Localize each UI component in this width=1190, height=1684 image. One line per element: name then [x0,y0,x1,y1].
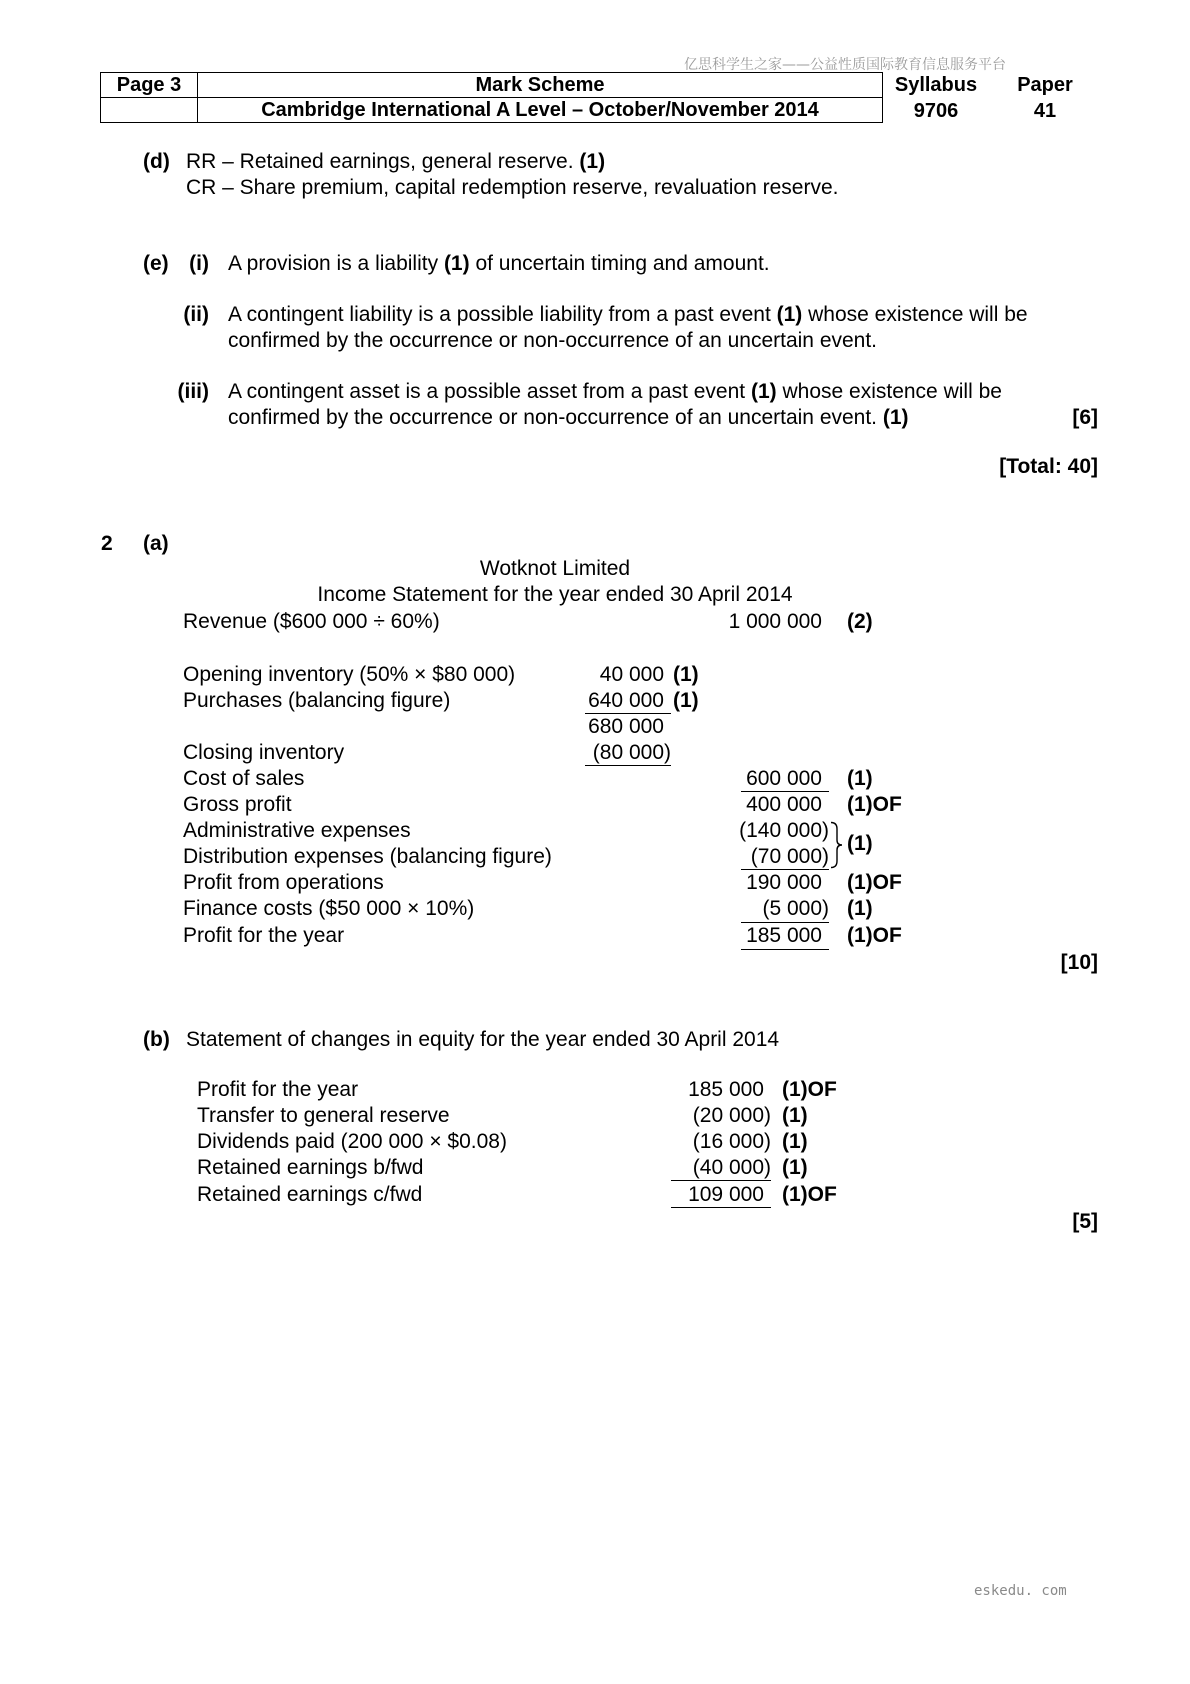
row-amount: (140 000) [739,819,829,842]
row-mark: (1)OF [782,1183,837,1206]
e-i-mark: (1) [443,252,470,275]
row-label: Profit from operations [183,871,384,894]
subtotal-rule [671,1180,771,1181]
row-amount: 600 000 [746,767,822,790]
row-amount: 185 000 [688,1078,764,1101]
row-mark: (1)OF [847,924,902,947]
row-working: 680 000 [588,715,664,738]
row-label: Finance costs ($50 000 × 10%) [183,897,475,920]
header-table [100,72,883,123]
row-label: Profit for the year [197,1078,359,1101]
row-label: Administrative expenses [183,819,411,842]
paper-label: Paper [1017,74,1073,96]
row-label: Revenue ($600 000 ÷ 60%) [183,610,440,633]
row-mark: (1) [782,1156,808,1179]
row-label: Profit for the year [183,924,345,947]
part-2a-total-marks: [10] [1060,951,1098,974]
row-working: 640 000 [588,689,664,712]
row-amount: (40 000) [692,1156,771,1179]
part-e-label: (e) [143,252,169,275]
row-label: Distribution expenses (balancing figure) [183,845,552,868]
part-e-ii-label: (ii) [183,303,209,326]
subtotal-rule [585,765,671,766]
part-d-rr-line [186,149,605,175]
row-label: Cost of sales [183,767,305,790]
row-amount: (70 000) [750,845,829,868]
part-d-label: (d) [143,150,170,173]
row-working-mark: (1) [673,663,699,686]
question-2-number: 2 [101,532,113,555]
row-mark: (1) [847,767,873,790]
e-iii-line2-mark: (1) [882,406,909,429]
row-amount: 190 000 [746,871,822,894]
page-number: Page 3 [101,73,198,98]
e-iii-text-a: A contingent asset is a possible asset from a past event [228,380,746,403]
part-e-iii-line2 [228,405,909,431]
row-label: Retained earnings b/fwd [197,1156,424,1179]
paper-value: 41 [1033,100,1057,122]
row-mark: (1) [847,897,873,920]
e-iii-text-b: whose existence will be [782,380,1002,403]
row-label: Closing inventory [183,741,345,764]
header-subtitle: Cambridge International A Level – October/November 2014 [198,98,883,123]
row-mark: (2) [847,610,873,633]
part-e-total-marks: [6] [1072,406,1098,429]
e-ii-mark: (1) [776,303,803,326]
company-name: Wotknot Limited [479,557,631,580]
row-label: Retained earnings c/fwd [197,1183,423,1206]
part-e-ii-line2: confirmed by the occurrence or non-occurrence of an uncertain event. [228,329,878,352]
question-1-total: [Total: 40] [999,455,1098,478]
part-d-cr-line: CR – Share premium, capital redemption reserve, revaluation reserve. [186,176,839,199]
watermark-bottom: eskedu. com [974,1583,1067,1599]
row-label: Purchases (balancing figure) [183,689,451,712]
part-e-i-text [228,251,770,277]
row-amount: (16 000) [692,1130,771,1153]
row-mark: (1)OF [847,871,902,894]
part-e-i-label: (i) [189,252,209,275]
row-working: (80 000) [592,741,671,764]
e-iii-mark: (1) [750,380,777,403]
row-amount: (5 000) [762,897,829,920]
header-empty-cell [101,98,198,123]
e-ii-text-b: whose existence will be [808,303,1028,326]
row-amount: 109 000 [688,1183,764,1206]
e-i-text-b: of uncertain timing and amount. [475,252,770,275]
row-mark: (1)OF [847,793,902,816]
row-label: Gross profit [183,793,292,816]
rr-text: RR – Retained earnings, general reserve. [186,150,574,173]
syllabus-value: 9706 [913,100,959,122]
part-2b-label: (b) [143,1028,170,1051]
equity-statement-title: Statement of changes in equity for the year ended 30 April 2014 [186,1028,780,1051]
rr-mark: (1) [579,150,606,173]
part-2b-total-marks: [5] [1072,1210,1098,1233]
part-e-ii-text [228,302,1028,328]
e-iii-line2-text: confirmed by the occurrence or non-occurrence of an uncertain event. [228,406,878,429]
row-amount: 1 000 000 [728,610,822,633]
row-label: Transfer to general reserve [197,1104,450,1127]
row-label: Dividends paid (200 000 × $0.08) [197,1130,507,1153]
row-mark: (1) [782,1104,808,1127]
e-ii-text-a: A contingent liability is a possible liability from a past event [228,303,771,326]
row-amount: 185 000 [746,924,822,947]
watermark-top: 亿思科学生之家——公益性质国际教育信息服务平台 [684,57,1006,73]
syllabus-label: Syllabus [894,74,978,96]
part-e-iii-text [228,379,1002,405]
row-working: 40 000 [599,663,664,686]
brace-icon [829,821,843,869]
row-amount: 400 000 [746,793,822,816]
header-title: Mark Scheme [198,73,883,98]
row-mark: (1) [782,1130,808,1153]
income-statement-title: Income Statement for the year ended 30 April 2014 [317,583,793,606]
row-mark: (1)OF [782,1078,837,1101]
total-rule [671,1207,771,1208]
part-e-iii-label: (iii) [177,380,209,403]
row-label: Opening inventory (50% × $80 000) [183,663,516,686]
total-rule [741,949,829,950]
part-2a-label: (a) [143,532,169,555]
row-working-mark: (1) [673,689,699,712]
e-i-text-a: A provision is a liability [228,252,439,275]
row-amount: (20 000) [692,1104,771,1127]
expenses-mark: (1) [847,832,873,855]
